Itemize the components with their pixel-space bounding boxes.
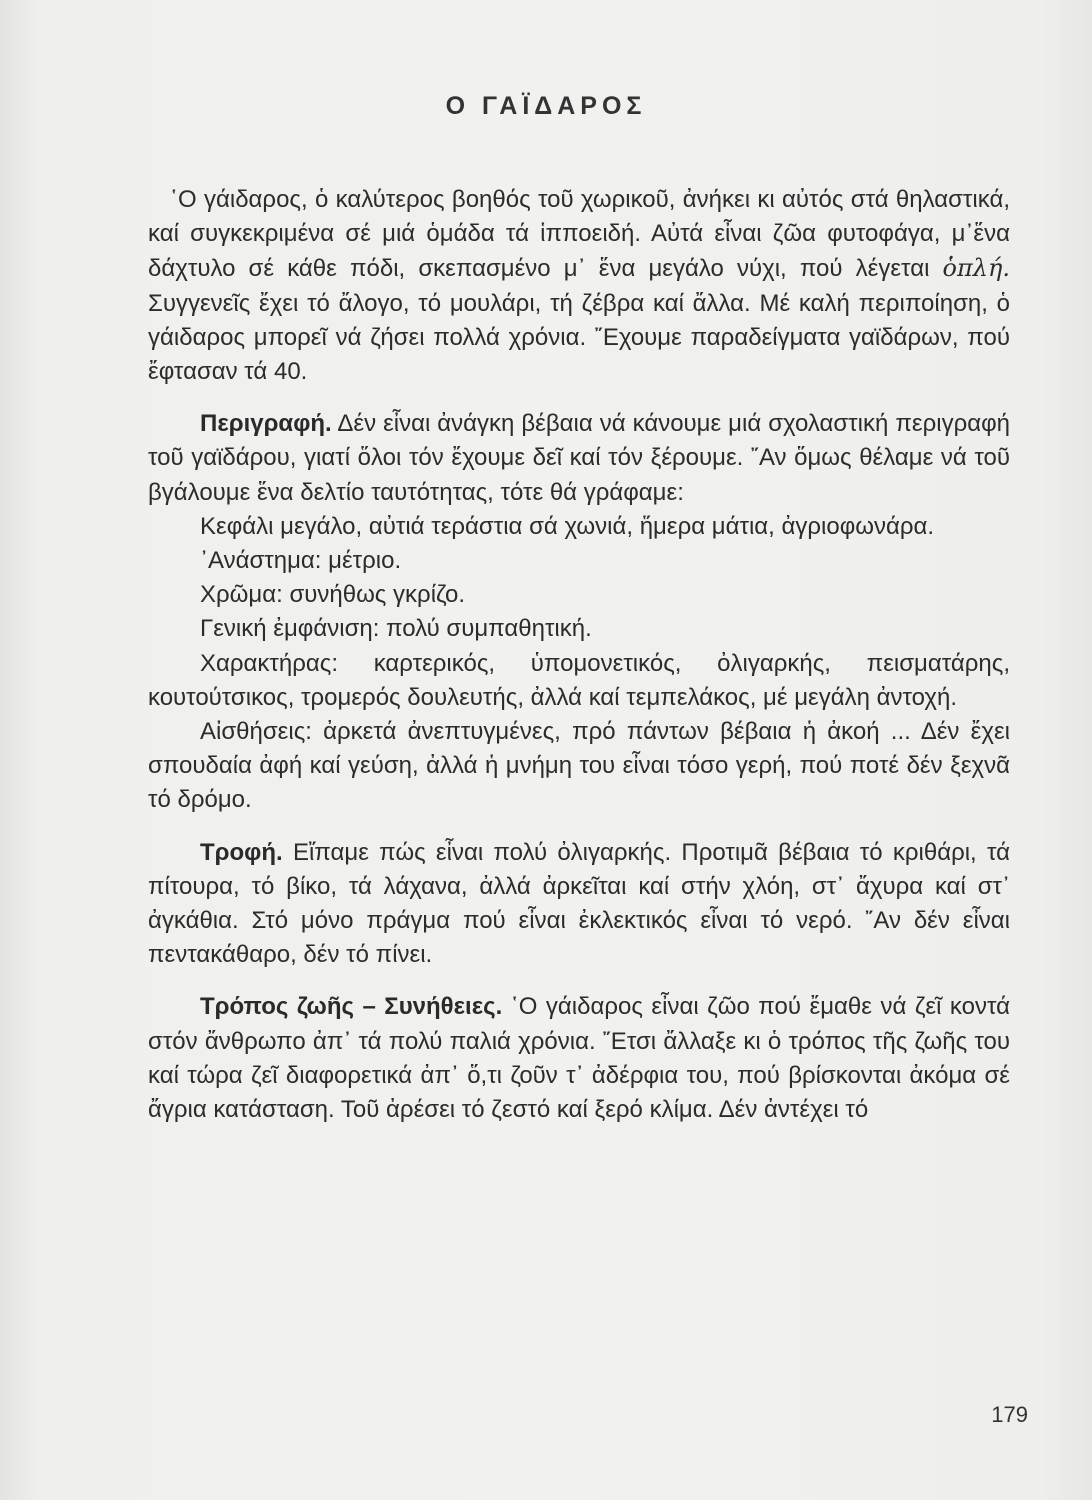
body-text — [148, 183, 1010, 1127]
intro-text-after: Συγγενεῖς ἔχει τό ἄλογο, τό μουλάρι, τή ζέβρα καί ἄλλα. Μέ καλή περιποίηση, ὁ γάιδαρος μπορεῖ νά ζήσει πολλά χρόνια. ῎Εχουμε παραδείγματα γαϊδάρων, πού ἔφτασαν τά 40. — [148, 289, 1010, 386]
intro-paragraph — [148, 183, 1010, 389]
description-text: Δέν εἶναι ἀνάγκη βέβαια νά κάνουμε μιά σχολαστική περιγραφή τοῦ γαϊδάρου, γιατί ὅλοι τόν ἔχουμε δεῖ καί τόν ξέρουμε. ῎Αν ὅμως θέλαμε νά τοῦ βγάλουμε ἕνα δελτίο ταυτότητας, τότε θά γράφαμε: — [148, 410, 1011, 506]
spec-character: Χαρακτήρας: καρτερικός, ὑπομονετικός, ὀλιγαρκής, πεισματάρης, κουτούτσικος, τρομερός δουλευτής, ἀλλά καί τεμπελάκος, μέ μεγάλη ἀντοχή. — [148, 649, 1010, 711]
intro-text-before: ῾Ο γάιδαρος, ὁ καλύτερος βοηθός τοῦ χωρικοῦ, ἀνήκει κι αὐτός στά θηλαστικά, καί συγκεκριμένα σέ μιά ὁμάδα τά ἱπποειδή. Αὐτά εἶναι ζῶα φυτοφάγα, μ᾽ἕνα δάχτυλο σέ κάθε πόδι, σκεπασμένο μ᾽ ἕνα μεγάλο νύχι, πού λέγεται — [148, 186, 1010, 283]
chapter-title: Ο ΓΑΪΔΑΡΟΣ — [445, 92, 647, 120]
spec-senses: Αἰσθήσεις: ἀρκετά ἀνεπτυγμένες, πρό πάντων βέβαια ἡ ἀκοή ... Δέν ἔχει σπουδαία ἀφή καί γεύση, ἀλλά ἡ μνήμη του εἶναι τόσο γερή, πού ποτέ δέν ξεχνᾶ τό δρόμο. — [148, 718, 1010, 814]
lifestyle-heading: Τρόπος ζωῆς – Συνήθειες. — [200, 993, 503, 1021]
spec-height: ᾽Ανάστημα: μέτριο. — [200, 547, 402, 575]
lifestyle-paragraph — [148, 990, 1010, 1127]
intro-term: ὁπλή. — [942, 254, 1010, 283]
spec-color: Χρῶμα: συνήθως γκρίζο. — [200, 581, 466, 609]
spec-head: Κεφάλι μεγάλο, αὐτιά τεράστια σά χωνιά, ἥμερα μάτια, ἀγριοφωνάρα. — [200, 512, 935, 540]
food-heading: Τροφή. — [200, 838, 283, 866]
food-paragraph — [148, 836, 1010, 973]
description-paragraph — [148, 407, 1010, 510]
page-number: 179 — [991, 1402, 1028, 1427]
description-heading: Περιγραφή. — [200, 410, 332, 438]
spec-appearance: Γενική ἐμφάνιση: πολύ συμπαθητική. — [200, 615, 592, 643]
lifestyle-text: ῾Ο γάιδαρος εἶναι ζῶο πού ἔμαθε νά ζεῖ κοντά στόν ἄνθρωπο ἀπ᾽ τά πολύ παλιά χρόνια. ῎Ετσι ἄλλαξε κι ὁ τρόπος τῆς ζωῆς του καί τώρα ζεῖ διαφορετικά ἀπ᾽ ὅ,τι ζοῦν τ᾽ ἀδέρφια του, πού βρίσκονται ἀκόμα σέ ἄγρια κατάσταση. Τοῦ ἀρέσει τό ζεστό καί ξερό κλίμα. Δέν ἀντέχει τό — [148, 993, 1010, 1124]
food-text: Εἴπαμε πώς εἶναι πολύ ὀλιγαρκής. Προτιμᾶ βέβαια τό κριθάρι, τά πίτουρα, τό βίκο, τά λάχανα, ἀλλά ἀρκεῖται καί στήν χλόη, στ᾽ ἄχυρα καί στ᾽ ἀγκάθια. Στό μόνο πράγμα πού εἶναι ἐκλεκτικός εἶναι τό νερό. ῎Αν δέν εἶναι πεντακάθαρο, δέν τό πίνει. — [148, 838, 1010, 969]
